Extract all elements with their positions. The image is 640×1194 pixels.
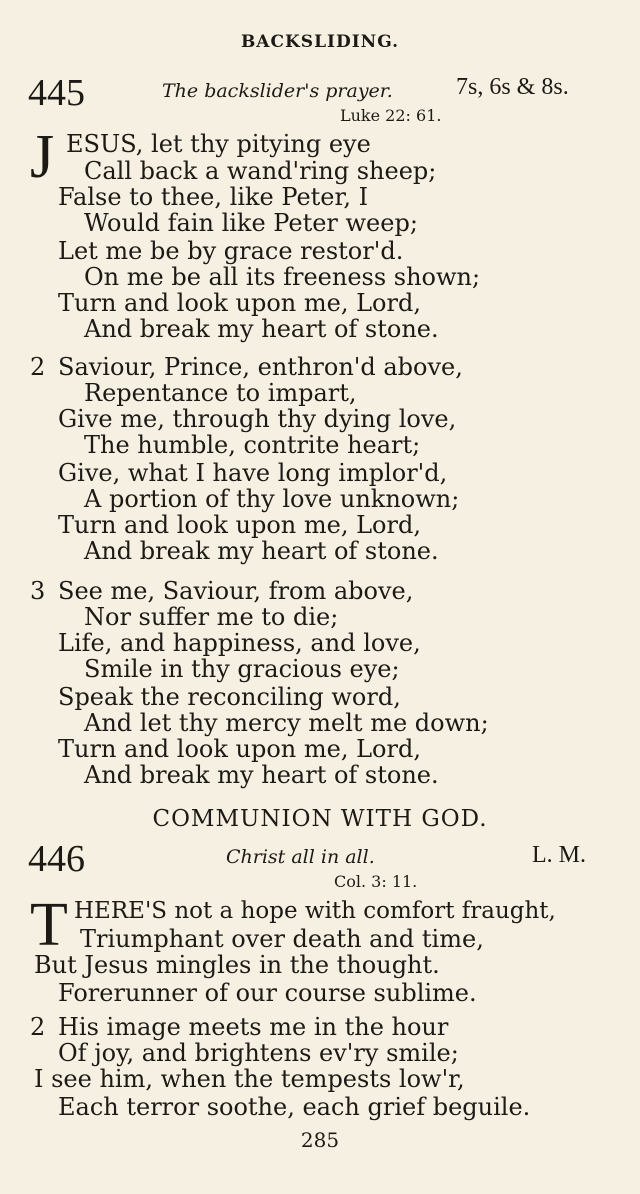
verse-line: His image meets me in the hour xyxy=(58,1013,449,1041)
verse-line: On me be all its freeness shown; xyxy=(84,263,481,291)
hymn-number-446: 446 xyxy=(28,838,85,880)
hymn-446-title: Christ all in all. xyxy=(226,846,375,868)
hymn-number-445: 445 xyxy=(28,72,85,114)
dropcap-j: J xyxy=(30,123,55,191)
verse-line: Nor suffer me to die; xyxy=(84,603,339,631)
verse-line: The humble, contrite heart; xyxy=(84,431,421,459)
verse-line: A portion of thy love unknown; xyxy=(84,485,460,513)
verse-line: Call back a wand'ring sheep; xyxy=(84,157,437,185)
verse-line: Forerunner of our course sublime. xyxy=(58,979,477,1007)
page-number: 285 xyxy=(300,1128,340,1152)
verse-line: Speak the reconciling word, xyxy=(58,683,401,711)
verse-line: Let me be by grace restor'd. xyxy=(58,237,404,265)
verse-line: Give, what I have long implor'd, xyxy=(58,459,448,487)
verse-number: 2 xyxy=(30,353,46,381)
verse-number: 3 xyxy=(30,577,46,605)
verse-line: Give me, through thy dying love, xyxy=(58,405,457,433)
hymn-446-meter: L. M. xyxy=(532,842,586,868)
hymn-445-first-line: ESUS, let thy pitying eye xyxy=(66,130,371,158)
verse-line: Repentance to impart, xyxy=(84,379,357,407)
verse-line: Turn and look upon me, Lord, xyxy=(58,511,421,539)
verse-line: And break my heart of stone. xyxy=(84,761,439,789)
section-title: COMMUNION WITH GOD. xyxy=(152,806,488,832)
hymn-445-reference: Luke 22: 61. xyxy=(340,106,442,125)
verse-line: Triumphant over death and time, xyxy=(80,925,484,953)
verse-line: Life, and happiness, and love, xyxy=(58,629,421,657)
verse-line: But Jesus mingles in the thought. xyxy=(34,951,440,979)
verse-line: Of joy, and brightens ev'ry smile; xyxy=(58,1039,459,1067)
hymn-445-meter: 7s, 6s & 8s. xyxy=(456,74,569,100)
verse-line: I see him, when the tempests low'r, xyxy=(34,1065,465,1093)
verse-line: Would fain like Peter weep; xyxy=(84,209,418,237)
verse-line: And break my heart of stone. xyxy=(84,537,439,565)
hymn-446-first-line: HERE'S not a hope with comfort fraught, xyxy=(74,898,556,924)
verse-line: And break my heart of stone. xyxy=(84,315,439,343)
verse-line: And let thy mercy melt me down; xyxy=(84,709,489,737)
verse-line: False to thee, like Peter, I xyxy=(58,183,369,211)
verse-line: Each terror soothe, each grief beguile. xyxy=(58,1093,531,1121)
verse-line: Saviour, Prince, enthron'd above, xyxy=(58,353,463,381)
verse-line: Smile in thy gracious eye; xyxy=(84,655,400,683)
verse-line: Turn and look upon me, Lord, xyxy=(58,289,421,317)
running-header: BACKSLIDING. xyxy=(240,32,400,52)
hymn-445-title: The backslider's prayer. xyxy=(162,80,393,102)
hymn-446-reference: Col. 3: 11. xyxy=(334,872,418,891)
dropcap-t: T xyxy=(30,891,68,959)
verse-number: 2 xyxy=(30,1013,46,1041)
verse-line: See me, Saviour, from above, xyxy=(58,577,414,605)
verse-line: Turn and look upon me, Lord, xyxy=(58,735,421,763)
